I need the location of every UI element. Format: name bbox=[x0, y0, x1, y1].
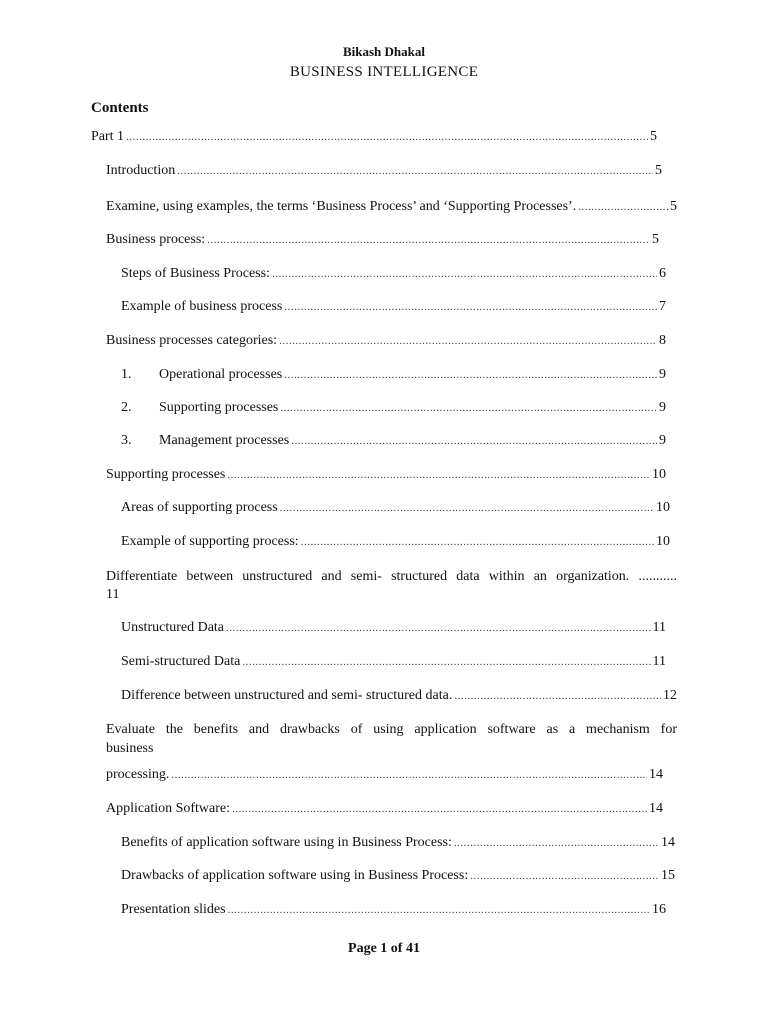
author-name: Bikash Dhakal bbox=[342, 44, 425, 59]
toc-entry-application-software[interactable]: Application Software: ..... 14 bbox=[106, 800, 663, 818]
toc-entry-difference-data[interactable]: Difference between unstructured and semi- structured data. ..... 12 bbox=[121, 687, 677, 705]
toc-entry-differentiate-data[interactable]: Differentiate between unstructured and semi- structured data within an organization. ........... bbox=[106, 569, 677, 584]
toc-entry-presentation-slides[interactable]: Presentation slides ..... 16 bbox=[121, 901, 666, 919]
toc-entry-introduction[interactable]: Introduction ..... 5 bbox=[106, 162, 662, 180]
document-title: BUSINESS INTELLIGENCE bbox=[289, 64, 479, 80]
toc-entry-benefits-application-software[interactable]: Benefits of application software using in Business Process: ..... 14 bbox=[121, 834, 675, 852]
toc-entry-management-processes[interactable]: 3. Management processes ..... 9 bbox=[121, 432, 666, 450]
toc-entry-supporting-processes[interactable]: Supporting processes ..... 10 bbox=[106, 466, 666, 484]
toc-entry-processing[interactable]: processing. ..... 14 bbox=[106, 766, 663, 784]
toc-entry-areas-of-supporting-process[interactable]: Areas of supporting process ..... 10 bbox=[121, 499, 670, 517]
toc-entry-evaluate-benefits[interactable]: Evaluate the benefits and drawbacks of using application software as a mechanism for bbox=[106, 722, 677, 737]
toc-entry-example-of-business-process[interactable]: Example of business process ..... 7 bbox=[121, 298, 666, 316]
toc-entry-unstructured-data[interactable]: Unstructured Data ..... 11 bbox=[121, 619, 666, 637]
toc-entry-supporting-processes-numbered[interactable]: 2. Supporting processes ..... 9 bbox=[121, 399, 666, 417]
toc-entry-operational-processes[interactable]: 1. Operational processes ..... 9 bbox=[121, 366, 666, 384]
toc-entry-examine-terms[interactable]: Examine, using examples, the terms ‘Business Process’ and ‘Supporting Processes’. ..... 5 bbox=[106, 198, 677, 216]
contents-heading: Contents bbox=[91, 100, 149, 116]
toc-entry-drawbacks-application-software[interactable]: Drawbacks of application software using in Business Process: ..... 15 bbox=[121, 867, 675, 885]
toc-entry-semi-structured-data[interactable]: Semi-structured Data ..... 11 bbox=[121, 653, 666, 671]
page-number-footer: Page 1 of 41 bbox=[348, 941, 420, 956]
toc-entry-evaluate-benefits-continued[interactable]: business bbox=[106, 741, 154, 756]
toc-entry-business-process[interactable]: Business process: ..... 5 bbox=[106, 231, 659, 249]
toc-entry-business-processes-categories[interactable]: Business processes categories: ..... 8 bbox=[106, 332, 666, 350]
toc-entry-steps-of-business-process[interactable]: Steps of Business Process: ..... 6 bbox=[121, 265, 666, 283]
toc-entry-differentiate-data-page[interactable]: 11 bbox=[106, 587, 120, 602]
toc-entry-part-1[interactable]: Part 1 ..... 5 bbox=[91, 128, 657, 146]
toc-entry-example-of-supporting-process[interactable]: Example of supporting process: ..... 10 bbox=[121, 533, 670, 551]
